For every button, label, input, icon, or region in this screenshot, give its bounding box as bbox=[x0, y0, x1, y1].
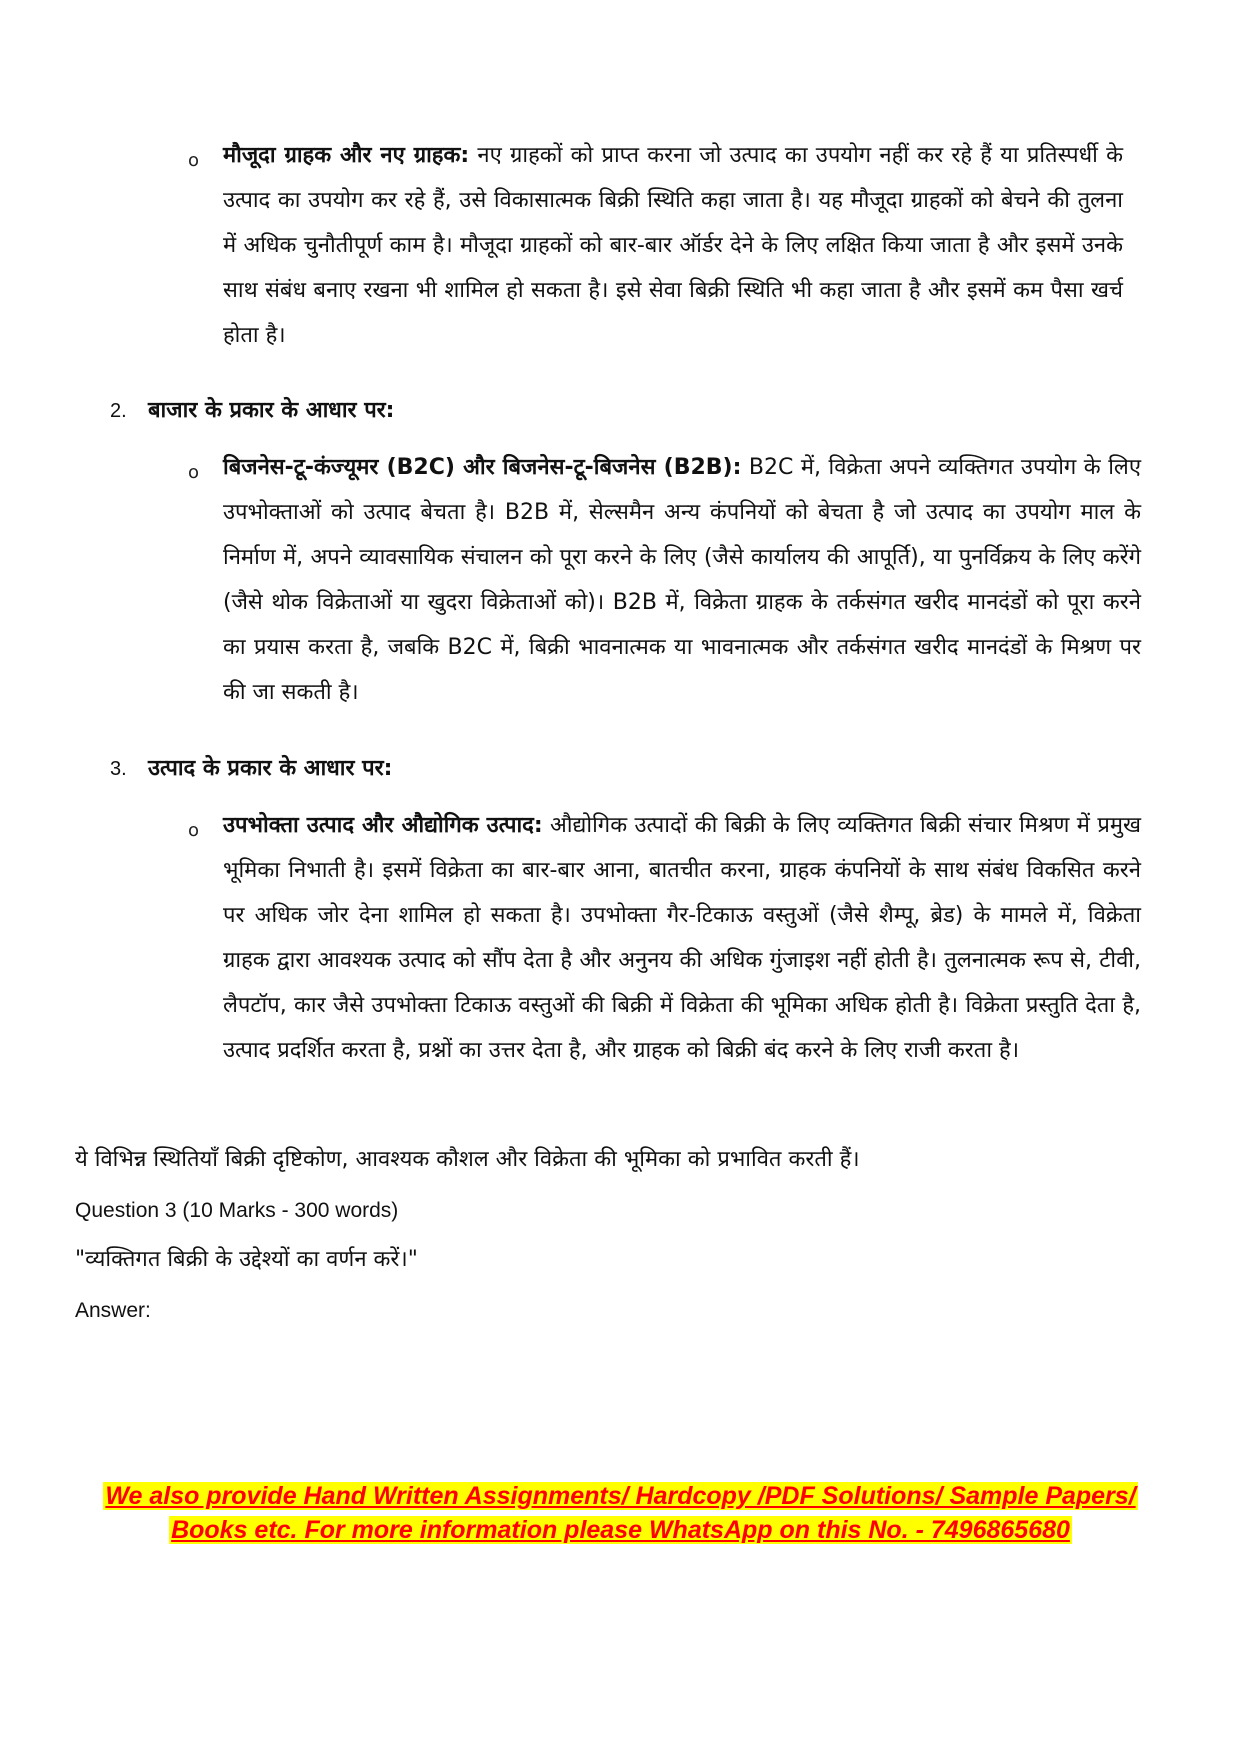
term-existing-new-customers: मौजूदा ग्राहक और नए ग्राहक: bbox=[223, 143, 470, 168]
heading-title: उत्पाद के प्रकार के आधार पर: bbox=[148, 756, 393, 781]
heading-number: 3. bbox=[110, 758, 127, 780]
heading-market-type bbox=[110, 388, 394, 434]
question-text: "व्यक्तिगत बिक्री के उद्देश्यों का वर्णन करें।" bbox=[75, 1247, 418, 1272]
heading-number: 2. bbox=[110, 400, 127, 422]
list-bullet: o bbox=[188, 462, 200, 483]
footer-line-1 bbox=[0, 1479, 1241, 1513]
heading-product-type bbox=[110, 746, 392, 792]
heading-title: बाजार के प्रकार के आधार पर: bbox=[148, 398, 395, 423]
term-b2c-b2b: बिजनेस-टू-कंज्यूमर (B2C) और बिजनेस-टू-बिजनेस (B2B): bbox=[223, 455, 742, 480]
paragraph-text: B2C में, विक्रेता अपने व्यक्तिगत उपयोग के लिए उपभोक्ताओं को उत्पाद बेचता है। B2B में, सेल्समैन अन्य कंपनियों को बेचता है जो उत्पाद का उपयोग माल के निर्माण में, अपने व्यावसायिक संचालन को पूरा करने के लिए (जैसे कार्यालय की आपूर्ति), या पुनर्विक्रय के लिए करेंगे (जैसे थोक विक्रेताओं या खुदरा विक्रेताओं को)। B2B में, विक्रेता ग्राहक के तर्कसंगत खरीद मानदंडों को पूरा करने का प्रयास करता है, जबकि B2C में, बिक्री भावनात्मक या भावनात्मक और तर्कसंगत खरीद मानदंडों के मिश्रण पर की जा सकती है। bbox=[223, 455, 1141, 705]
list-bullet: o bbox=[188, 820, 200, 841]
list-bullet: o bbox=[188, 150, 200, 171]
answer-label: Answer: bbox=[75, 1299, 151, 1322]
paragraph-b2c-b2b bbox=[223, 445, 1141, 715]
footer-highlight: Books etc. For more information please WhatsApp on this No. - 7496865680 bbox=[171, 1516, 1070, 1544]
footer-highlight: We also provide Hand Written Assignments/ Hardcopy /PDF Solutions/ Sample Papers/ bbox=[105, 1482, 1136, 1510]
paragraph-existing-new-customers bbox=[223, 133, 1123, 358]
paragraph-text: औद्योगिक उत्पादों की बिक्री के लिए व्यक्तिगत बिक्री संचार मिश्रण में प्रमुख भूमिका निभाती है। इसमें विक्रेता का बार-बार आना, बातचीत करना, ग्राहक कंपनियों के साथ संबंध विकसित करने पर अधिक जोर देना शामिल हो सकता है। उपभोक्ता गैर-टिकाऊ वस्तुओं (जैसे शैम्पू, ब्रेड) के मामले में, विक्रेता ग्राहक द्वारा आवश्यक उत्पाद को सौंप देता है और अनुनय की अधिक गुंजाइश नहीं होती है। तुलनात्मक रूप से, टीवी, लैपटॉप, कार जैसे उपभोक्ता टिकाऊ वस्तुओं की बिक्री में विक्रेता की भूमिका अधिक होती है। विक्रेता प्रस्तुति देता है, उत्पाद प्रदर्शित करता है, प्रश्नों का उत्तर देता है, और ग्राहक को बिक्री बंद करने के लिए राजी करता है। bbox=[223, 813, 1141, 1063]
footer-line-2 bbox=[0, 1513, 1241, 1547]
paragraph-text: नए ग्राहकों को प्राप्त करना जो उत्पाद का उपयोग नहीं कर रहे हैं या प्रतिस्पर्धी के उत्पाद का उपयोग कर रहे हैं, उसे विकासात्मक बिक्री स्थिति कहा जाता है। यह मौजूदा ग्राहकों को बेचने की तुलना में अधिक चुनौतीपूर्ण काम है। मौजूदा ग्राहकों को बार-बार ऑर्डर देने के लिए लक्षित किया जाता है और इसमें उनके साथ संबंध बनाए रखना भी शामिल हो सकता है। इसे सेवा बिक्री स्थिति भी कहा जाता है और इसमें कम पैसा खर्च होता है। bbox=[223, 143, 1123, 348]
conclusion-text: ये विभिन्न स्थितियाँ बिक्री दृष्टिकोण, आवश्यक कौशल और विक्रेता की भूमिका को प्रभावित करती हैं। bbox=[75, 1147, 860, 1172]
question-label: Question 3 (10 Marks - 300 words) bbox=[75, 1199, 399, 1222]
paragraph-consumer-industrial bbox=[223, 803, 1141, 1073]
term-consumer-industrial: उपभोक्ता उत्पाद और औद्योगिक उत्पाद: bbox=[223, 813, 543, 838]
